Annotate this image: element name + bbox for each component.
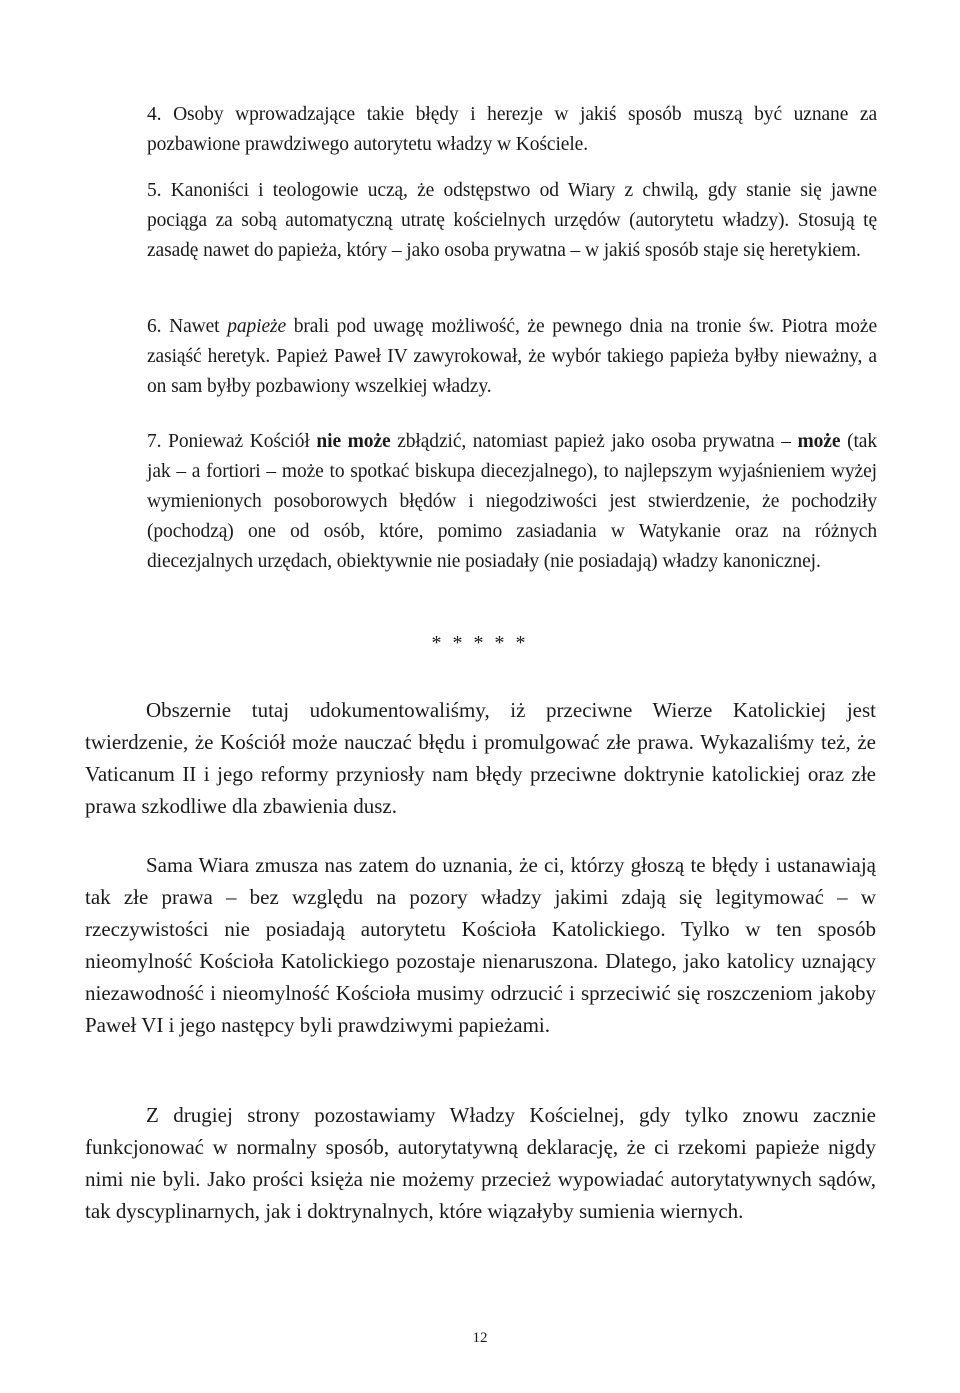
paragraph-3-text: Z drugiej strony pozostawiamy Władzy Kościelnej, gdy tylko znowu zacznie funkcjonować w normalny sposób, autorytatywną deklarację, że ci rzekomi papieże nigdy nimi nie byli. Jako prości księża nie możemy przecież wypowiadać autorytatywnych sądów, tak dyscyplinarnych, jak i doktrynalnych, które wiązałyby sumienia wiernych. (85, 1103, 876, 1223)
numbered-item-5 (147, 176, 877, 266)
paragraph-3 (85, 1099, 876, 1227)
item-6-lead: 6. Nawet (147, 316, 220, 337)
item-7-mid: zbłądzić, natomiast papież jako osoba prywatna – (397, 431, 791, 452)
item-7-text (147, 427, 877, 577)
item-7-bold-2: może (797, 431, 841, 452)
item-6-text (147, 312, 877, 402)
item-7-lead: 7. Ponieważ Kościół (147, 431, 310, 452)
page-number: 12 (472, 1330, 488, 1346)
numbered-item-4 (147, 100, 877, 160)
item-6-rest: brali pod uwagę możliwość, że pewnego dnia na tronie św. Piotra może zasiąść heretyk. Papież Paweł IV zawyrokował, że wybór takiego papieża byłby nieważny, a on sam byłby pozbawiony wszelkiej władzy. (147, 316, 878, 397)
numbered-item-6 (147, 312, 877, 402)
item-4-text: 4. Osoby wprowadzające takie błędy i herezje w jakiś sposób muszą być uznane za pozbawione prawdziwego autorytetu władzy w Kościele. (147, 104, 877, 155)
item-7-rest: (tak jak – a fortiori – może to spotkać biskupa diecezjalnego), to najlepszym wyjaśnieniem wyżej wymienionych posoborowych błędów i niegodziwości jest stwierdzenie, że pochodziły (pochodzą) one od osób, które, pomimo zasiadania w Watykanie oraz na różnych diecezjalnych urzędach, obiektywnie nie posiadały (nie posiadają) władzy kanonicznej. (147, 431, 877, 572)
section-separator: * * * * * (431, 632, 529, 654)
paragraph-1 (85, 694, 876, 822)
paragraph-2 (85, 849, 876, 1041)
item-7-bold-1: nie może (316, 431, 391, 452)
item-5-text: 5. Kanoniści i teologowie uczą, że odstępstwo od Wiary z chwilą, gdy stanie się jawne pociąga za sobą automatyczną utratę kościelnych urzędów (autorytetu władzy). Stosują tę zasadę nawet do papieża, który – jako osoba prywatna – w jakiś sposób staje się heretykiem. (147, 180, 877, 261)
item-6-emphasis: papieże (227, 316, 287, 337)
numbered-item-7 (147, 427, 877, 577)
paragraph-1-text: Obszernie tutaj udokumentowaliśmy, iż przeciwne Wierze Katolickiej jest twierdzenie, że Kościół może nauczać błędu i promulgować złe prawa. Wykazaliśmy też, że Vaticanum II i jego reformy przyniosły nam błędy przeciwne doktrynie katolickiej oraz złe prawa szkodliwe dla zbawienia dusz. (85, 698, 876, 818)
paragraph-2-text: Sama Wiara zmusza nas zatem do uznania, że ci, którzy głoszą te błędy i ustanawiają tak złe prawa – bez względu na pozory władzy jakimi zdają się legitymować – w rzeczywistości nie posiadają autorytetu Kościoła Katolickiego. Tylko w ten sposób nieomylność Kościoła Katolickiego pozostaje nienaruszona. Dlatego, jako katolicy uznający niezawodność i nieomylność Kościoła musimy odrzucić i sprzeciwić się roszczeniom jakoby Paweł VI i jego następcy byli prawdziwymi papieżami. (85, 853, 876, 1037)
